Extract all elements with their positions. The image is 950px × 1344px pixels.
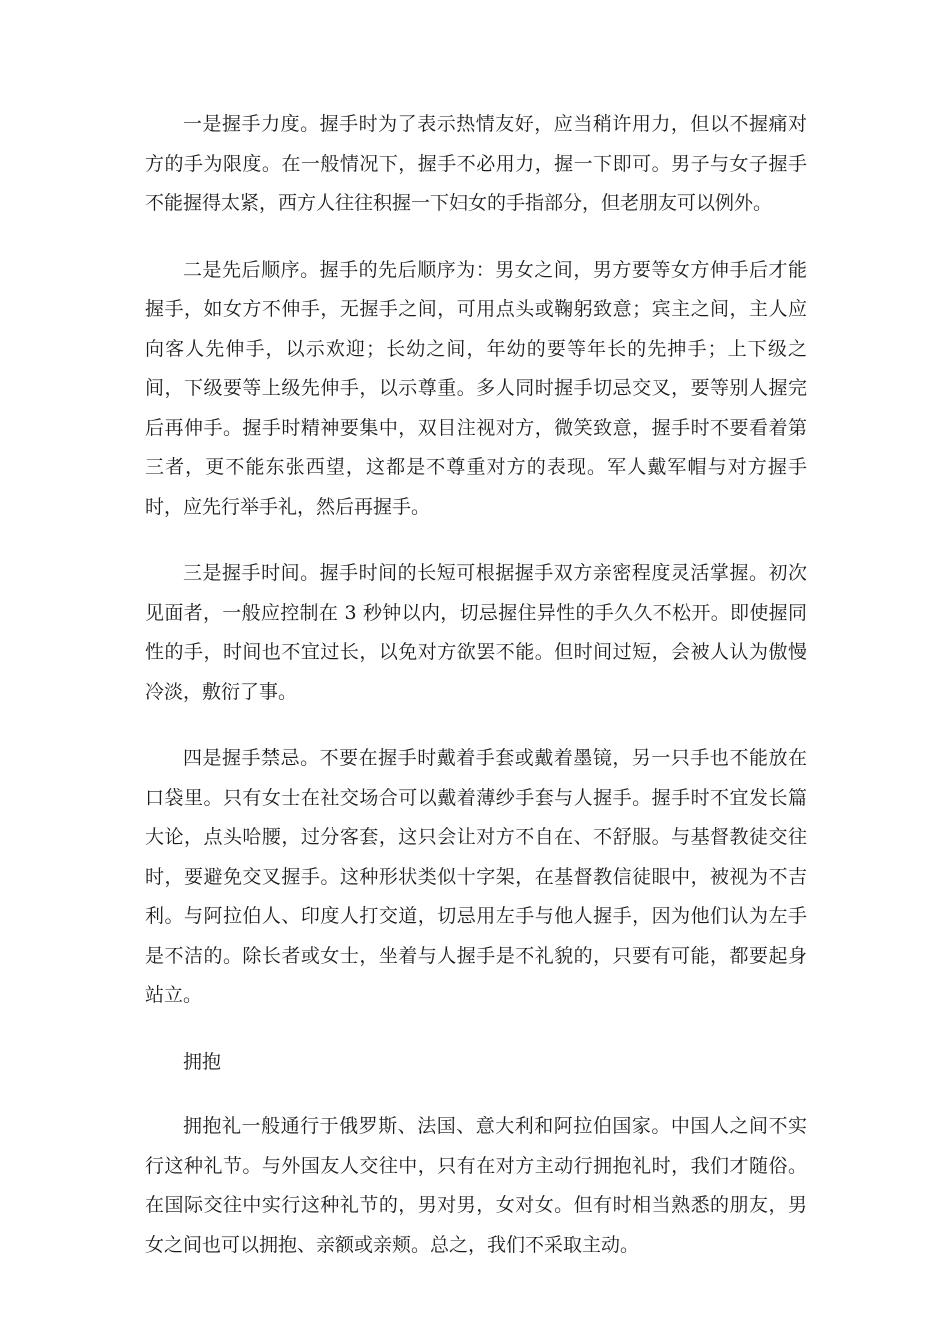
paragraph-duration: 三是握手时间。握手时间的长短可根据握手双方亲密程度灵活掌握。初次见面者，一般应控制在 3 秒钟以内，切忌握住异性的手久久不松开。即使握同性的手，时间也不宜过长，以免对方欲罢不能。但时间过短，会被人认为傲慢冷淡，敷衍了事。 xyxy=(145,562,807,703)
paragraph-hug: 拥抱礼一般通行于俄罗斯、法国、意大利和阿拉伯国家。中国人之间不实行这种礼节。与外国友人交往中，只有在对方主动行拥抱礼时，我们才随俗。在国际交往中实行这种礼节的，男对男，女对女。但有时相当熟悉的朋友，男女之间也可以拥抱、亲额或亲颊。总之，我们不采取主动。 xyxy=(145,1115,807,1256)
section-heading-hug: 拥抱 xyxy=(183,1050,222,1073)
paragraph-order: 二是先后顺序。握手的先后顺序为：男女之间，男方要等女方伸手后才能握手，如女方不伸手，无握手之间，可用点头或鞠躬致意；宾主之间，主人应向客人先伸手，以示欢迎；长幼之间，年幼的要等年长的先抻手；上下级之间，下级要等上级先伸手，以示尊重。多人同时握手切忌交叉，要等别人握完后再伸手。握手时精神要集中，双目注视对方，微笑致意，握手时不要看着第三者，更不能东张西望，这都是不尊重对方的表现。军人戴军帽与对方握手时，应先行举手礼，然后再握手。 xyxy=(145,258,807,518)
paragraph-grip-strength: 一是握手力度。握手时为了表示热情友好，应当稍许用力，但以不握痛对方的手为限度。在一般情况下，握手不必用力，握一下即可。男子与女子握手不能握得太紧，西方人往往积握一下妇女的手指部分，但老朋友可以例外。 xyxy=(145,113,807,214)
paragraph-taboos: 四是握手禁忌。不要在握手时戴着手套或戴着墨镜，另一只手也不能放在口袋里。只有女士在社交场合可以戴着薄纱手套与人握手。握手时不宜发长篇大论，点头哈腰，过分客套，这只会让对方不自在、不舒服。与基督教徒交往时，要避免交叉握手。这种形状类似十字架，在基督教信徒眼中，被视为不吉利。与阿拉伯人、印度人打交道，切忌用左手与他人握手，因为他们认为左手是不洁的。除长者或女士，坐着与人握手是不礼貌的，只要有可能，都要起身站立。 xyxy=(145,747,807,1006)
document-page xyxy=(145,105,807,1292)
